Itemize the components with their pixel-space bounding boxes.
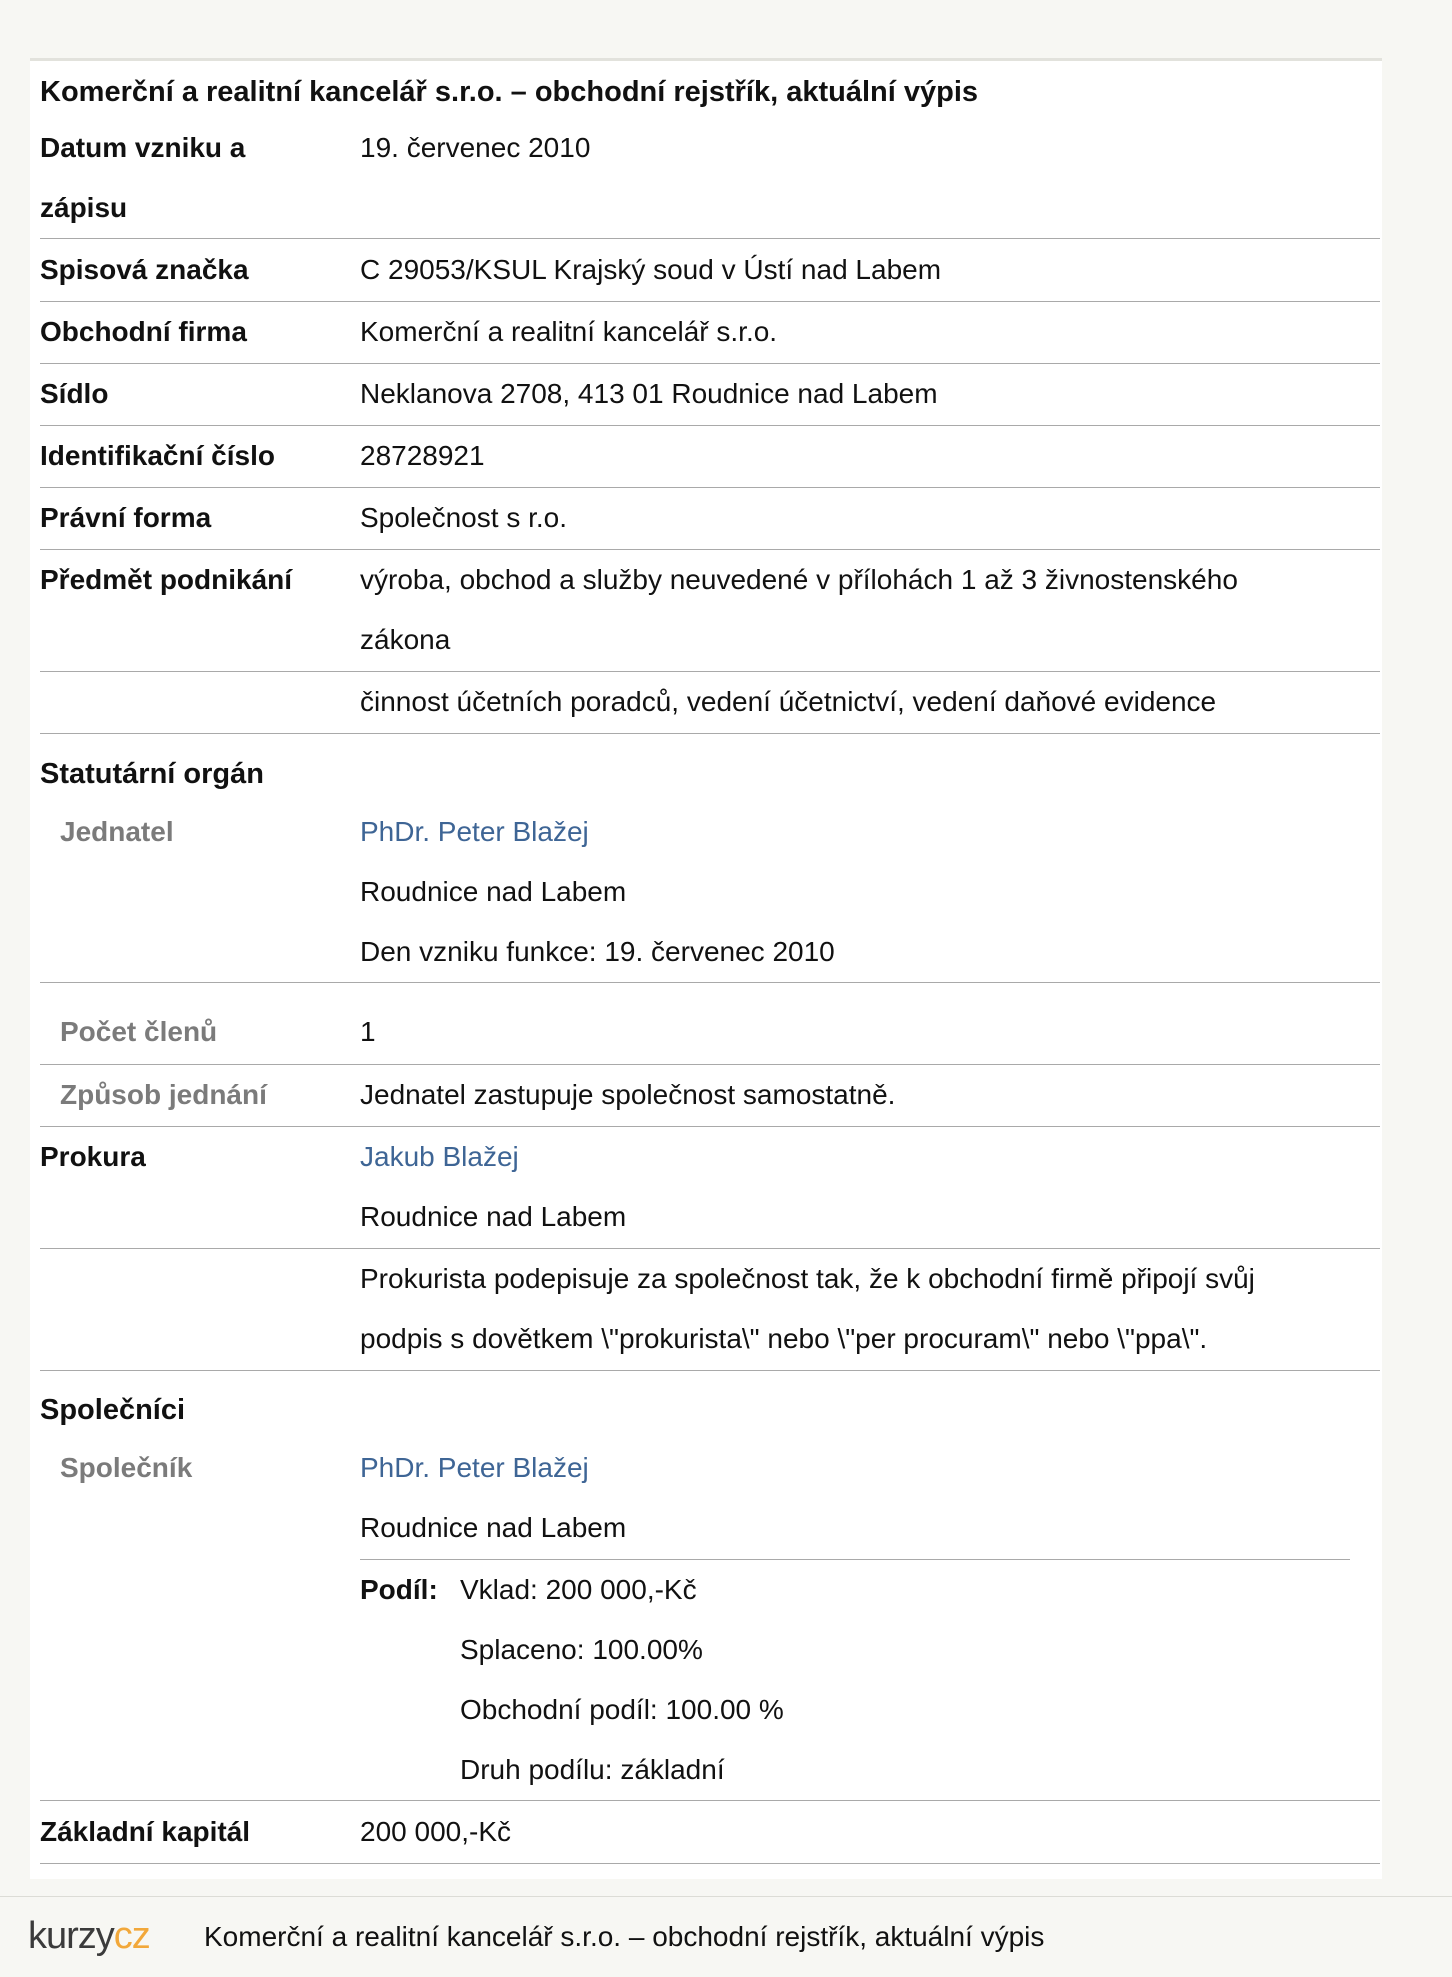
kurzy-cz-logo[interactable]: kurzycz xyxy=(28,1915,150,1957)
section-heading: Společníci xyxy=(40,1394,186,1426)
pocet-clenu-label: Počet členů xyxy=(60,1016,218,1047)
row-value: činnost účetních poradců, vedení účetnictví, vedení daňové evidence xyxy=(360,686,1217,717)
row-predmet-podnikani xyxy=(40,550,1380,672)
prokura-value xyxy=(360,1127,1360,1247)
podil-druh: Druh podílu: základní xyxy=(460,1754,725,1785)
section-spolecnici xyxy=(40,1380,1380,1801)
podil-obchodni: Obchodní podíl: 100.00 % xyxy=(460,1694,784,1725)
jednatel-label: Jednatel xyxy=(60,816,174,847)
prokura-note: Prokurista podepisuje za společnost tak, že k obchodní firmě připojí svůj podpis s dovětkem \"prokurista\" nebo \"per procuram\" nebo \"ppa\". xyxy=(360,1263,1255,1354)
row-label: Identifikační číslo xyxy=(40,440,275,471)
row-zpusob-jednani xyxy=(40,1065,1380,1127)
spolecnik-name-link[interactable]: PhDr. Peter Blažej xyxy=(360,1452,589,1483)
row-prokura xyxy=(40,1127,1380,1249)
row-pocet-clenu xyxy=(40,1002,1380,1065)
footer xyxy=(0,1896,1452,1977)
section-statutarni-organ xyxy=(40,744,1380,983)
spolecnik-label: Společník xyxy=(60,1452,193,1483)
row-label: Datum vzniku a zápisu xyxy=(40,132,246,223)
prokurista-city: Roudnice nad Labem xyxy=(360,1201,627,1232)
podil-label: Podíl: xyxy=(360,1574,438,1605)
jednatel-since: Den vzniku funkce: 19. červenec 2010 xyxy=(360,936,835,967)
jednatel-name-link[interactable]: PhDr. Peter Blažej xyxy=(360,816,589,847)
row-value: Společnost s r.o. xyxy=(360,502,568,533)
footer-title: Komerční a realitní kancelář s.r.o. – obchodní rejstřík, aktuální výpis xyxy=(204,1921,1045,1952)
prokurista-name-link[interactable]: Jakub Blažej xyxy=(360,1141,519,1172)
row-value: 19. červenec 2010 xyxy=(360,132,591,163)
zpusob-jednani-label: Způsob jednání xyxy=(60,1079,267,1110)
podil-splaceno: Splaceno: 100.00% xyxy=(460,1634,703,1665)
row-value: Neklanova 2708, 413 01 Roudnice nad Labem xyxy=(360,378,938,409)
row-value: Komerční a realitní kancelář s.r.o. xyxy=(360,316,778,347)
row-predmet-podnikani-2 xyxy=(40,672,1380,734)
row-value: výroba, obchod a služby neuvedené v přílohách 1 až 3 živnostenského zákona xyxy=(360,564,1238,655)
podil-details xyxy=(460,1560,784,1800)
row-zakladni-kapital xyxy=(40,1802,1380,1864)
row-label: Obchodní firma xyxy=(40,316,247,347)
spolecnik-city: Roudnice nad Labem xyxy=(360,1512,627,1543)
row-value: 28728921 xyxy=(360,440,485,471)
page-title: Komerční a realitní kancelář s.r.o. – obchodní rejstřík, aktuální výpis xyxy=(40,76,979,108)
row-pravni-forma xyxy=(40,488,1380,550)
row-label: Sídlo xyxy=(40,378,109,409)
row-sidlo xyxy=(40,364,1380,426)
pocet-clenu-value: 1 xyxy=(360,1016,376,1047)
spolecnik-value xyxy=(360,1438,1360,1558)
row-datum-vzniku xyxy=(40,118,1380,239)
row-label: Spisová značka xyxy=(40,254,249,285)
kapital-value: 200 000,-Kč xyxy=(360,1816,511,1847)
row-value: C 29053/KSUL Krajský soud v Ústí nad Labem xyxy=(360,254,942,285)
row-prokura-note xyxy=(40,1249,1380,1371)
prokura-label: Prokura xyxy=(40,1141,146,1172)
podil-vklad: Vklad: 200 000,-Kč xyxy=(460,1574,697,1605)
zpusob-jednani-value: Jednatel zastupuje společnost samostatně. xyxy=(360,1079,896,1110)
row-label: Právní forma xyxy=(40,502,212,533)
jednatel-city: Roudnice nad Labem xyxy=(360,876,627,907)
row-identifikacni-cislo xyxy=(40,426,1380,488)
jednatel-value xyxy=(360,802,1360,982)
row-spisova-znacka xyxy=(40,240,1380,302)
row-label: Předmět podnikání xyxy=(40,564,293,595)
kapital-label: Základní kapitál xyxy=(40,1816,251,1847)
row-obchodni-firma xyxy=(40,302,1380,364)
section-heading: Statutární orgán xyxy=(40,758,264,790)
